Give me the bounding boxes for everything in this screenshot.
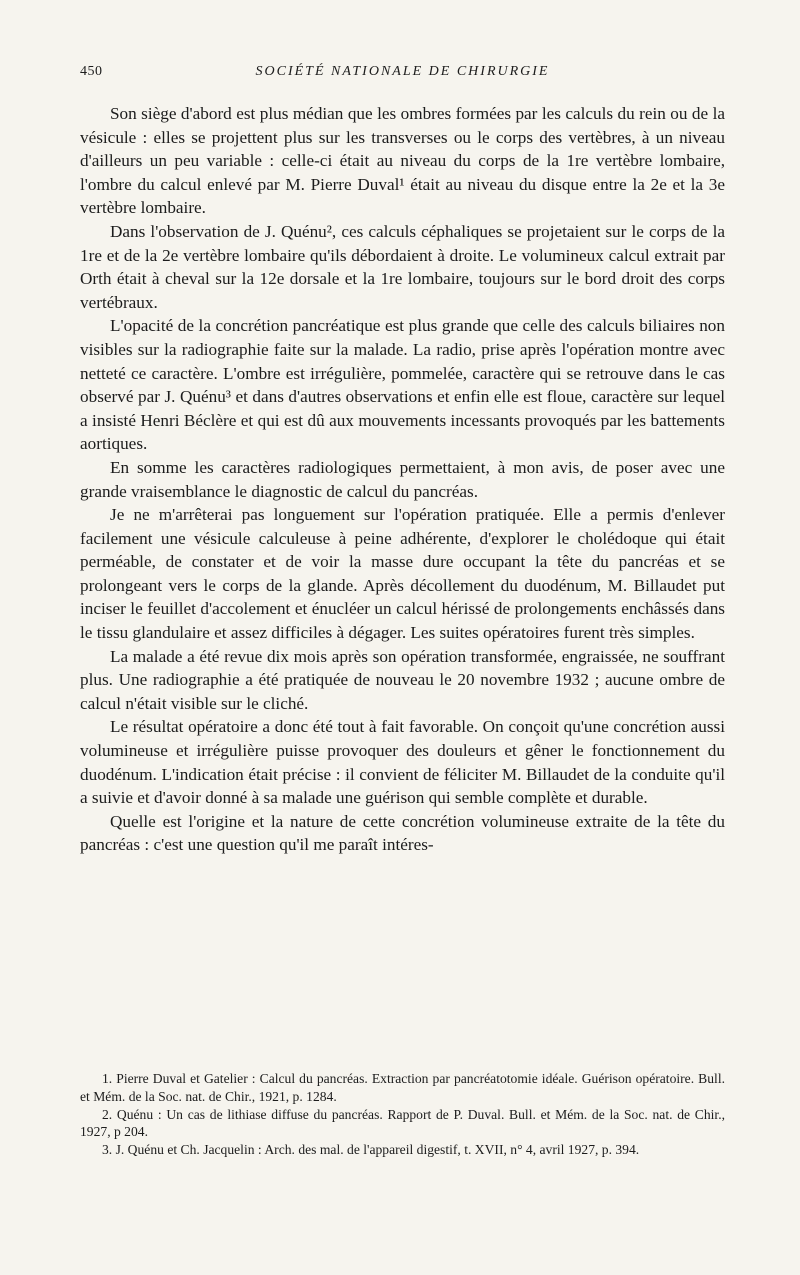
paragraph: L'opacité de la concrétion pancréatique est plus grande que celle des calculs biliaires non visibles sur la radiographie faite sur la malade. La radio, prise après l'opération montre avec netteté ce caractère. L'ombre est irrégulière, pommelée, caractère qui se retrouve dans le cas observé par J. Quénu³ et dans d'autres observations et enfin elle est floue, caractère sur lequel a insisté Henri Béclère et qui est dû aux mouvements incessants provoqués par les battements aortiques. [80,316,725,454]
paragraph: En somme les caractères radiologiques permettaient, à mon avis, de poser avec une grande vraisemblance le diagnostic de calcul du pancréas. [80,457,725,501]
footnote: 1. Pierre Duval et Gatelier : Calcul du pancréas. Extraction par pancréatotomie idéale. Guérison opératoire. Bull. et Mém. de la Soc. nat. de Chir., 1921, p. 1284. [80,1071,725,1104]
page [80,58,725,857]
journal-title: SOCIÉTÉ NATIONALE DE CHIRURGIE [255,64,550,79]
page-number: 450 [80,64,103,79]
paragraph: La malade a été revue dix mois après son opération transformée, engraissée, ne souffrant plus. Une radiographie a été pratiquée de nouveau le 20 novembre 1932 ; aucune ombre de calcul n'était visible sur le cliché. [80,646,725,713]
paragraph: Je ne m'arrêterai pas longuement sur l'opération pratiquée. Elle a permis d'enlever facilement une vésicule calculeuse à peine adhérente, d'explorer le cholédoque qui était perméable, de constater et de voir la masse dure occupant la tête du pancréas et se prolongeant vers le corps de la glande. Après décollement du duodénum, M. Billaudet put inciser le feuillet d'accolement et énucléer un calcul hérissé de prolongements enchâssés dans le tissu glandulaire et assez difficiles à dégager. Les suites opératoires furent très simples. [80,505,725,643]
paragraph: Le résultat opératoire a donc été tout à fait favorable. On conçoit qu'une concrétion aussi volumineuse et irrégulière puisse provoquer des douleurs et gêner le fonctionnement du duodénum. L'indication était précise : il convient de féliciter M. Billaudet de la conduite qu'il a suivie et d'avoir donné à sa malade une guérison qui semble complète et durable. [80,717,725,808]
running-head [80,58,725,88]
footnote: 2. Quénu : Un cas de lithiase diffuse du pancréas. Rapport de P. Duval. Bull. et Mém. de la Soc. nat. de Chir., 1927, p 204. [80,1106,725,1140]
paragraph: Quelle est l'origine et la nature de cette concrétion volumineuse extraite de la tête du pancréas : c'est une question qu'il me paraît intéres- [80,811,725,855]
footnote: 3. J. Quénu et Ch. Jacquelin : Arch. des mal. de l'appareil digestif, t. XVII, n° 4, avril 1927, p. 394. [102,1142,640,1158]
body-text [80,102,725,857]
footnotes [80,1070,725,1159]
paragraph: Dans l'observation de J. Quénu², ces calculs céphaliques se projetaient sur le corps de la 1re et de la 2e vertèbre lombaire qu'ils débordaient à droite. Le volumineux calcul extrait par Orth était à cheval sur la 12e dorsale et la 1re lombaire, toujours sur le bord droit des corps vertébraux. [80,221,725,312]
paragraph: Son siège d'abord est plus médian que les ombres formées par les calculs du rein ou de la vésicule : elles se projettent plus sur les transverses ou le corps des vertèbres, à un niveau d'ailleurs un peu variable : celle-ci était au niveau du corps de la 1re vertèbre lombaire, l'ombre du calcul enlevé par M. Pierre Duval¹ était au niveau du disque entre la 2e et la 3e vertèbre lombaire. [80,104,725,218]
